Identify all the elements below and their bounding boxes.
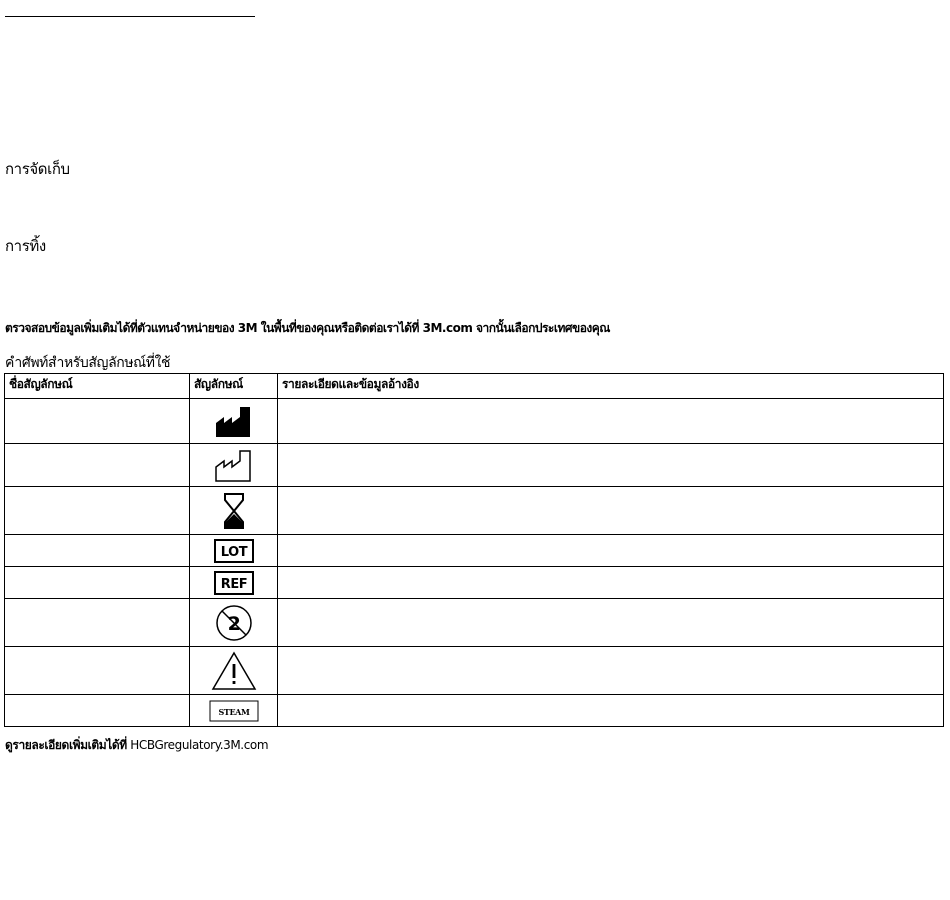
table-row: [5, 487, 944, 535]
row-name: [5, 567, 190, 599]
table-row: [5, 599, 944, 647]
disposal-heading: การทิ้ง: [5, 237, 46, 255]
table-row: [5, 695, 944, 727]
row-name: [5, 399, 190, 444]
row-name: [5, 599, 190, 647]
table-row: [5, 567, 944, 599]
svg-text:STEAM: STEAM: [218, 706, 249, 717]
top-rule: [5, 16, 255, 17]
row-description: [278, 535, 944, 567]
caution-icon: [211, 651, 257, 691]
footer-link[interactable]: HCBGregulatory.3M.com: [130, 738, 269, 752]
row-description: [278, 567, 944, 599]
glossary-caption: คำศัพท์สำหรับสัญลักษณ์ที่ใช้: [5, 355, 171, 371]
row-description: [278, 487, 944, 535]
date-of-manufacture-icon: [214, 447, 254, 483]
symbol-cell: [190, 399, 278, 444]
symbol-cell: [190, 695, 278, 727]
symbol-cell: [190, 599, 278, 647]
svg-text:REF: REF: [220, 576, 247, 592]
row-name: [5, 535, 190, 567]
table-row: [5, 535, 944, 567]
row-name: [5, 444, 190, 487]
row-description: [278, 695, 944, 727]
symbol-cell: [190, 647, 278, 695]
svg-text:LOT: LOT: [220, 544, 247, 560]
table-header-row: [5, 374, 944, 399]
footer-prefix: ดูรายละเอียดเพิ่มเติมได้ที่: [5, 738, 127, 752]
manufacturer-icon: [214, 403, 254, 439]
table-row: [5, 647, 944, 695]
row-description: [278, 647, 944, 695]
row-description: [278, 444, 944, 487]
header-name: ชื่อสัญลักษณ์: [5, 374, 190, 399]
symbol-glossary-table: [4, 373, 944, 727]
symbol-cell: [190, 567, 278, 599]
storage-heading: การจัดเก็บ: [5, 160, 70, 178]
symbol-cell: [190, 444, 278, 487]
row-name: [5, 647, 190, 695]
steam-icon: [209, 700, 259, 722]
row-name: [5, 487, 190, 535]
table-row: [5, 399, 944, 444]
svg-text:2: 2: [227, 612, 240, 635]
row-description: [278, 399, 944, 444]
ref-icon: [214, 571, 254, 595]
header-symbol: สัญลักษณ์: [190, 374, 278, 399]
header-description: รายละเอียดและข้อมูลอ้างอิง: [278, 374, 944, 399]
symbol-cell: [190, 535, 278, 567]
symbol-cell: [190, 487, 278, 535]
use-by-date-hourglass-icon: [222, 492, 246, 530]
info-note: ตรวจสอบข้อมูลเพิ่มเติมได้ที่ตัวแทนจำหน่ายของ 3M ในพื้นที่ของคุณหรือติดต่อเราได้ที่ 3M.com จากนั้นเลือกประเทศของคุณ: [5, 321, 610, 335]
do-not-reuse-icon: [214, 603, 254, 643]
footer-note: [5, 736, 268, 755]
row-name: [5, 695, 190, 727]
row-description: [278, 599, 944, 647]
table-row: [5, 444, 944, 487]
lot-icon: [214, 539, 254, 563]
